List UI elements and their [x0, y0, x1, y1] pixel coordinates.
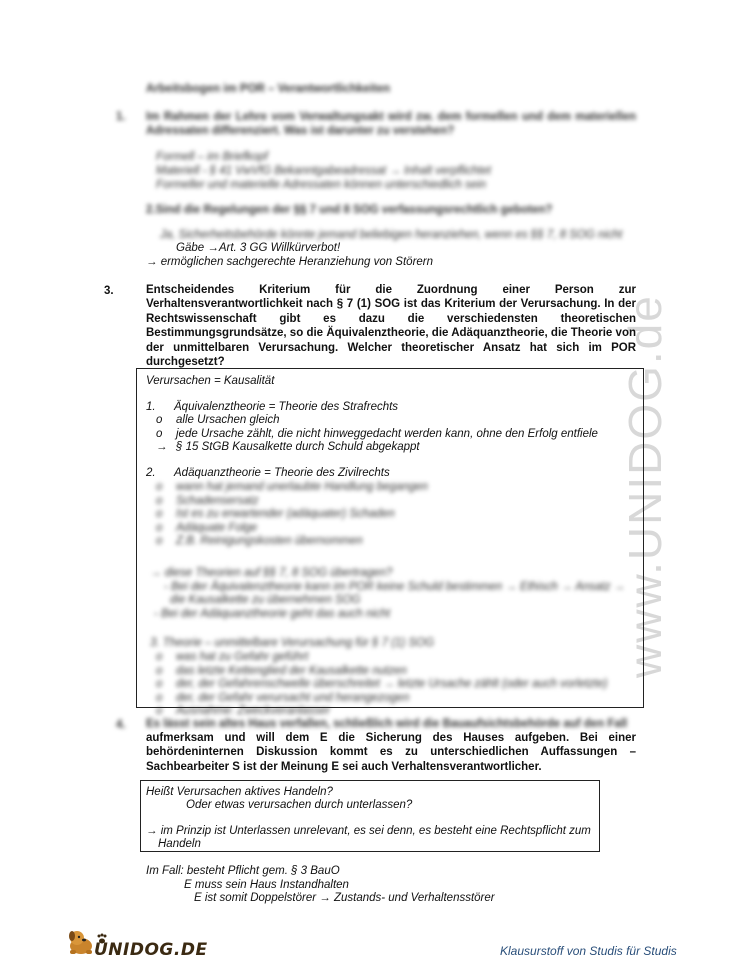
footer-tagline: Klausurstoff von Studis für Studis [500, 944, 677, 958]
q4-box-line: Heißt Verursachen aktives Handeln? [146, 786, 333, 798]
q1-answer [156, 150, 626, 192]
q3-s3-title: 3. Theorie – unmittelbare Verursachung für § 7 (1) SOG [150, 637, 435, 650]
q3-s3-item: o der, der Gefahr verursacht und herangezogen [156, 691, 410, 704]
bullet-icon: o [156, 535, 163, 548]
q3-s3-item: o was hat zu Gefahr geführt [156, 650, 309, 663]
q1-text: Im Rahmen der Lehre vom Verwaltungsakt wird zw. dem formellen und dem materiellen Adressaten differenziert. Was ist darunter zu verstehen? [146, 111, 636, 138]
bullet-icon: o [156, 678, 163, 691]
q4-after-line: E ist somit Doppelstörer → Zustands- und Verhaltensstörer [194, 892, 495, 904]
q3-s1-arrow-line [156, 441, 420, 455]
q3-transfer-line: - Bei der Adäquanztheorie geht das auch nicht [154, 607, 391, 620]
q4-text-blurred: Es lässt sein altes Haus verfallen, schließlich wird die Bauaufsichtsbehörde auf den Fall [146, 718, 628, 730]
q1-answer-line: Formeller und materielle Adressaten können unterschiedlich sein [156, 179, 487, 191]
q1-answer-line: Materiell - § 41 VwVfG Bekanntgabeadressat → Inhalt verpflichtet [156, 165, 491, 177]
q3-s1-header [146, 401, 398, 415]
q3-s1-item-text: jede Ursache zählt, die nicht hinweggedacht werden kann, ohne den Erfolg entfiele [176, 428, 598, 440]
q3-s2-title: Adäquanztheorie = Theorie des Zivilrechts [174, 467, 390, 479]
bullet-icon: o [156, 508, 163, 521]
dog-logo-icon [66, 928, 96, 956]
bullet-icon: o [156, 705, 163, 718]
q4-number: 4. [116, 719, 126, 731]
q3-s1-arrow-text: § 15 StGB Kausalkette durch Schuld abgekappt [176, 441, 420, 453]
q4-box-line: Handeln [158, 838, 201, 850]
q1-answer-line: Formell – im Briefkopf [156, 151, 268, 163]
bullet-icon: o [156, 664, 163, 677]
q3-s1-item [156, 428, 598, 442]
q3-text: Entscheidendes Kriterium für die Zuordnung einer Person zur Verhaltensverantwortlichkeit nach § 7 (1) SOG ist das Kriterium der Verursachung. In der Rechtswissenschaft gibt es dazu die verschiedensten theoretischen Bestimmungsgrundsätze, so die Äquivalenztheorie, die Adäquanztheorie, die Theorie von der unmittelbaren Verursachung. Welcher theoretischer Ansatz hat sich im POR durchgesetzt? [146, 284, 636, 369]
footer-logo-text: UNIDOG.DE [94, 940, 208, 960]
q3-s2-header [146, 467, 390, 481]
bullet-icon: o [156, 494, 163, 507]
watermark-text: www.UNIDOG.de [619, 294, 671, 678]
q3-s1-item-text: alle Ursachen gleich [176, 414, 280, 426]
q3-transfer-line: - Bei der Äquivalenztheorie kann im POR keine Schuld bestimmen → Ethisch → Ansatz → [164, 580, 626, 593]
q3-s2-item: o Ist es zu erwartender (adäquater) Schaden [156, 508, 395, 521]
worksheet-title: Arbeitsbogen im POR – Verantwortlichkeiten [146, 83, 391, 95]
q3-blurred-section [150, 481, 630, 719]
q3-s2-item: o Adäquate Folge [156, 521, 258, 534]
q2-answer-line: Gäbe →Art. 3 GG Willkürverbot! [176, 242, 341, 254]
q3-number: 3. [104, 285, 114, 297]
q2-answer-line: Ja, Sicherheitsbehörde könnte jemand beliebigen heranziehen, wenn es §§ 7, 8 SOG nicht [160, 229, 623, 241]
q3-s2-item: o Schadensersatz [156, 494, 259, 507]
bullet-icon: o [156, 521, 163, 534]
q3-transfer-line: die Kausalkette zu übernehmen SOG [170, 594, 361, 607]
bullet-icon: o [156, 428, 163, 440]
q3-s1-item [156, 414, 280, 428]
q4-after-line: Im Fall: besteht Pflicht gem. § 3 BauO [146, 865, 340, 877]
q4-box-line: Oder etwas verursachen durch unterlassen? [186, 799, 413, 811]
q3-s1-number: 1. [146, 401, 156, 413]
bullet-icon: o [156, 481, 163, 493]
q4-text: aufmerksam und will dem E die Sicherung des Hauses aufgeben. Bei einer behördeninternen Diskussion kommt es zu unterschiedlichen Auffassungen – Sachbearbeiter S ist der Meinung E sei auch Verhaltensverantwortlicher. [146, 732, 636, 773]
q3-s2-number: 2. [146, 467, 156, 479]
arrow-right-icon: → [156, 441, 168, 453]
q3-box-heading: Verursachen = Kausalität [146, 375, 275, 387]
bullet-icon: o [156, 414, 163, 426]
q3-transfer-line: → diese Theorien auf §§ 7, 8 SOG übertragen? [150, 566, 393, 579]
bullet-icon: o [156, 650, 163, 663]
q3-s3-item: o Ausnahme: Zweckveranlasser [156, 705, 331, 718]
q3-s2-item: o wann hat jemand unerlaubte Handlung begangen [156, 481, 428, 493]
q4-box-line: → im Prinzip ist Unterlassen unrelevant, es sei denn, es besteht eine Rechtspflicht zum [146, 825, 591, 837]
q3-s1-title: Äquivalenztheorie = Theorie des Strafrechts [174, 401, 399, 413]
q3-s2-item: o Z.B. Reinigungskosten übernommen [156, 535, 363, 548]
bullet-icon: o [156, 691, 163, 704]
q4-after-line: E muss sein Haus Instandhalten [184, 879, 349, 891]
q1-number: 1. [116, 111, 126, 123]
q2-text: 2.Sind die Regelungen der §§ 7 und 8 SOG verfassungsrechtlich geboten? [146, 204, 553, 216]
q3-s3-item: o das letzte Kettenglied der Kausalkette nutzen [156, 664, 407, 677]
q3-s3-item: o der, der Gefahrenschwelle überschreitet → letzte Ursache zählt (oder auch vorletzte) [156, 678, 608, 691]
q2-answer-line: → ermöglichen sachgerechte Heranziehung von Störern [146, 256, 434, 268]
